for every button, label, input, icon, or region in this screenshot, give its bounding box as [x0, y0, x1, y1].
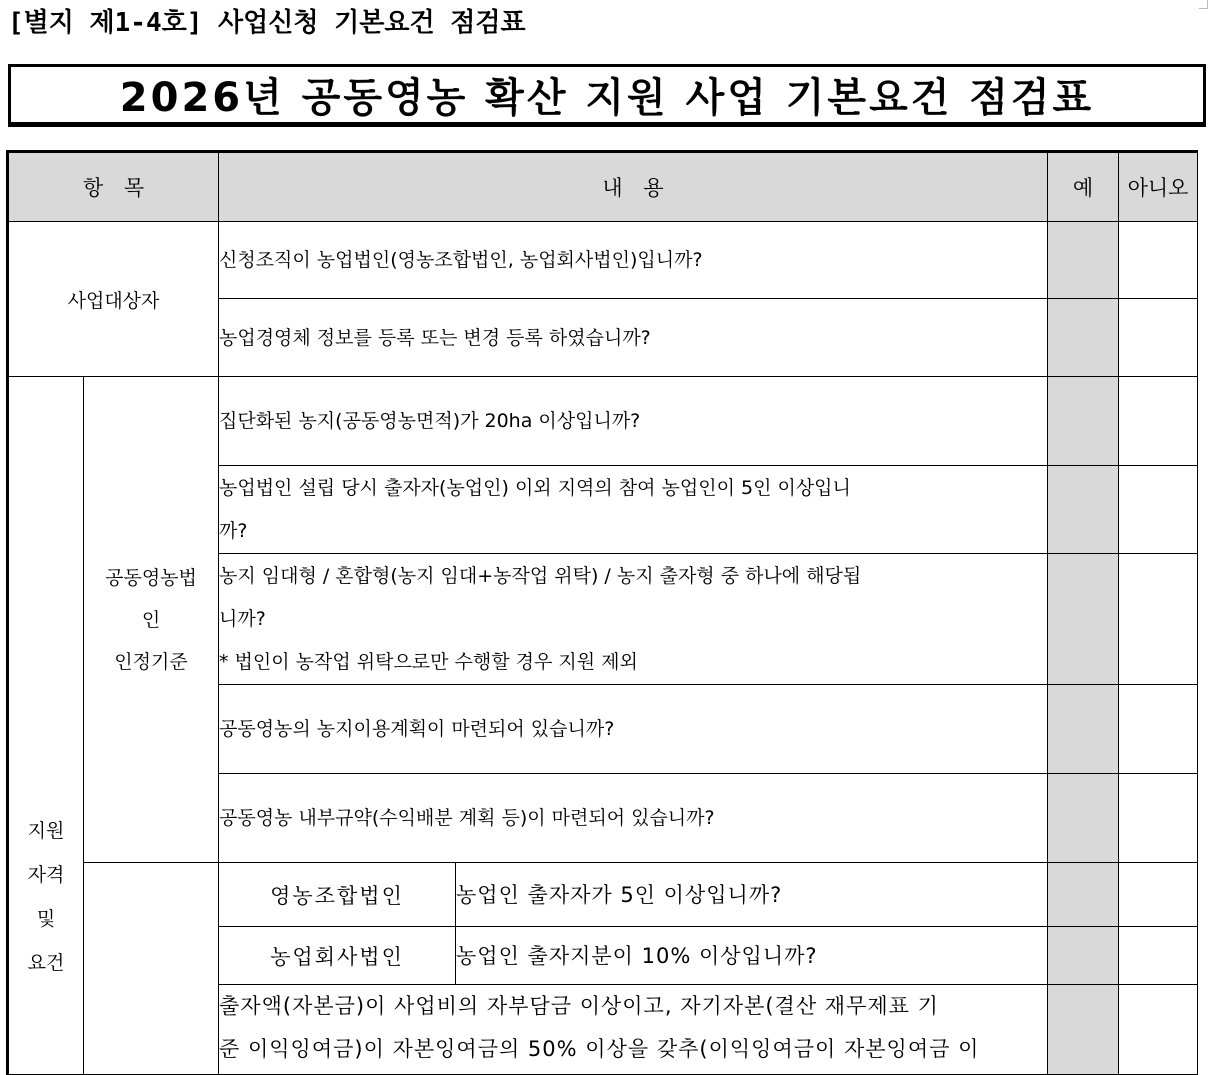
answer-yes-cell[interactable]	[1048, 554, 1119, 685]
answer-no-cell[interactable]	[1119, 774, 1198, 863]
question-target-2: 농업경영체 정보를 등록 또는 변경 등록 하였습니까?	[219, 299, 1048, 377]
answer-yes-cell[interactable]	[1048, 222, 1119, 299]
answer-no-cell[interactable]	[1119, 466, 1198, 554]
answer-no-cell[interactable]	[1119, 554, 1198, 685]
question-sub-1: 농업인 출자자가 5인 이상입니까?	[456, 863, 1048, 927]
category-target: 사업대상자	[8, 222, 219, 377]
answer-yes-cell[interactable]	[1048, 299, 1119, 377]
question-target-1: 신청조직이 농업법인(영농조합법인, 농업회사법인)입니까?	[219, 222, 1048, 299]
answer-yes-cell[interactable]	[1048, 863, 1119, 927]
header-yes: 예	[1048, 152, 1119, 222]
annex-label: [별지 제1-4호] 사업신청 기본요건 점검표	[8, 8, 526, 38]
answer-yes-cell[interactable]	[1048, 927, 1119, 985]
question-criteria-4: 공동영농의 농지이용계획이 마련되어 있습니까?	[219, 685, 1048, 774]
answer-yes-cell[interactable]	[1048, 377, 1119, 466]
answer-yes-cell[interactable]	[1048, 774, 1119, 863]
question-capital: 출자액(자본금)이 사업비의 자부담금 이상이고, 자기자본(결산 재무제표 기 준 이익잉여금)이 자본잉여금의 50% 이상을 갖추(이익잉여금이 자본잉여금 이	[219, 985, 1048, 1075]
answer-yes-cell[interactable]	[1048, 466, 1119, 554]
header-content: 내 용	[219, 152, 1048, 222]
table-row	[8, 377, 1198, 466]
answer-yes-cell[interactable]	[1048, 985, 1119, 1075]
answer-yes-cell[interactable]	[1048, 685, 1119, 774]
question-sub-2: 농업인 출자지분이 10% 이상입니까?	[456, 927, 1048, 985]
category-qualification: 지원 자격 및 요건	[8, 377, 84, 1075]
question-criteria-3: 농지 임대형 / 혼합형(농지 임대+농작업 위탁) / 농지 출자형 중 하나에 해당됩 니까? * 법인이 농작업 위탁으로만 수행할 경우 지원 제외	[219, 554, 1048, 685]
page-corner-mark	[1199, 0, 1208, 9]
table-row	[8, 222, 1198, 299]
question-criteria-5: 공동영농 내부규약(수익배분 계획 등)이 마련되어 있습니까?	[219, 774, 1048, 863]
sub-label-agri-company: 농업회사법인	[219, 927, 456, 985]
form-title-box	[8, 64, 1206, 127]
sub-label-farming-union: 영농조합법인	[219, 863, 456, 927]
question-criteria-1: 집단화된 농지(공동영농면적)가 20ha 이상입니까?	[219, 377, 1048, 466]
answer-no-cell[interactable]	[1119, 863, 1198, 927]
header-item: 항 목	[8, 152, 219, 222]
category-corporation-type	[84, 863, 219, 1075]
answer-no-cell[interactable]	[1119, 222, 1198, 299]
table-row	[8, 863, 1198, 927]
answer-no-cell[interactable]	[1119, 927, 1198, 985]
header-no: 아니오	[1119, 152, 1198, 222]
answer-no-cell[interactable]	[1119, 985, 1198, 1075]
category-criteria: 공동영농법 인 인정기준	[84, 377, 219, 863]
answer-no-cell[interactable]	[1119, 377, 1198, 466]
answer-no-cell[interactable]	[1119, 685, 1198, 774]
header-row	[8, 152, 1198, 222]
question-criteria-2: 농업법인 설립 당시 출자자(농업인) 이외 지역의 참여 농업인이 5인 이상입니 까?	[219, 466, 1048, 554]
checklist-table	[6, 150, 1198, 1075]
answer-no-cell[interactable]	[1119, 299, 1198, 377]
form-title: 2026년 공동영농 확산 지원 사업 기본요건 점검표	[119, 75, 1095, 121]
